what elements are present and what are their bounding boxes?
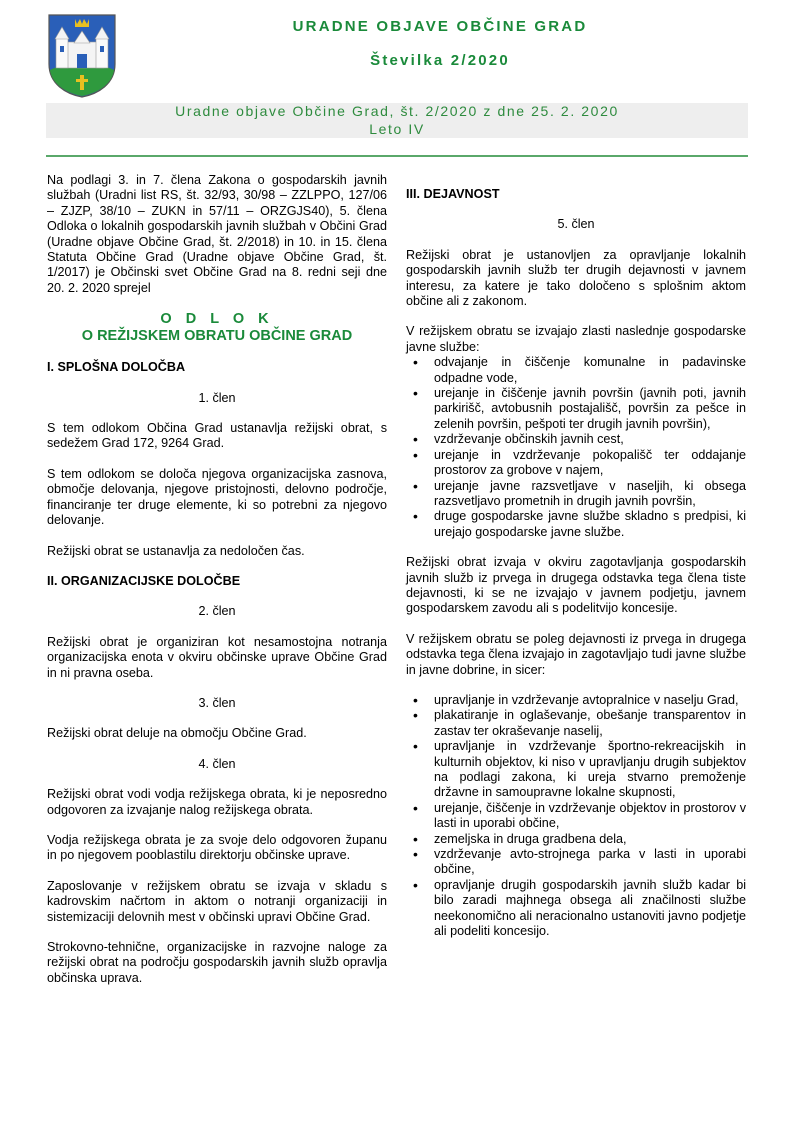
issue-number: Številka 2/2020 [370,52,510,69]
list-item: • vzdrževanje avto-strojnega parka v lasti in uporabi občine, [434,847,746,878]
additional-services-list [406,693,746,940]
list-item: • vzdrževanje občinskih javnih cest, [434,432,746,447]
article-2-label: 2. člen [198,604,236,619]
municipality-crest-logo [46,12,118,98]
list-item: • opravljanje drugih gospodarskih javnih služb kadar bi bilo zaradi majhnega obsega ali značilnosti službe neekonomično ali neracionalno ustanoviti javno podjetje ali podeliti koncesijo. [434,878,746,940]
article-1-paragraph-3: Režijski obrat se ustanavlja za nedoločen čas. [47,543,305,558]
public-services-list [406,355,746,540]
list-item: • zemeljska in druga gradbena dela, [434,832,746,847]
header-band-line2: Leto IV [46,121,748,138]
header-divider [46,155,748,157]
section-heading-2: II. ORGANIZACIJSKE DOLOČBE [47,573,241,588]
left-column [47,173,387,986]
list-item: • urejanje javne razsvetljave v naseljih, ki obsega razsvetljavo prometnih in drugih javnih površin, [434,479,746,510]
list-item: • plakatiranje in oglaševanje, obešanje transparentov in zastav ter okraševanje naselij, [434,708,746,739]
odlok-subtitle: O REŽIJSKEM OBRATU OBČINE GRAD [81,328,353,345]
list-item: • odvajanje in čiščenje komunalne in padavinske odpadne vode, [434,355,746,386]
article-5-paragraph-1: Režijski obrat je ustanovljen za opravljanje lokalnih gospodarskih javnih služb ter drugih dejavnosti v javnem interesu, za katere je tako določeno s splošnim aktom občine ali z zakonom. [406,247,746,309]
article-5-label: 5. člen [557,217,595,232]
section-heading-3: III. DEJAVNOST [406,187,500,201]
article-4-paragraph-1: Režijski obrat vodi vodja režijskega obrata, ki je neposredno odgovoren za izvajanje nalog režijskega obrata. [47,787,387,817]
list-item: • urejanje in čiščenje javnih površin (javnih poti, javnih parkirišč, avtobusnih postajališč, površin za pešce in zelenih površin, pešpoti ter drugih javnih površin), [434,386,746,432]
article-3-paragraph-1: Režijski obrat deluje na območju Občine Grad. [47,726,307,741]
article-5-paragraph-4: V režijskem obratu se poleg dejavnosti iz prvega in drugega odstavka tega člena izvajajo in zagotavljajo tudi javne službe in javne dobrine, in sicer: [406,631,746,677]
article-4-paragraph-3: Zaposlovanje v režijskem obratu se izvaja v skladu s kadrovskim načrtom in aktom o notranji organizaciji in sistemizaciji delovnih mest v občinski upravi Občine Grad. [47,878,387,924]
article-5-paragraph-2: V režijskem obratu se izvajajo zlasti naslednje gospodarske javne službe: [406,324,746,354]
article-1-paragraph-1: S tem odlokom Občina Grad ustanavlja režijski obrat, s sedežem Grad 172, 9264 Grad. [47,421,387,451]
article-1-paragraph-2: S tem odlokom se določa njegova organizacijska zasnova, območje delovanja, njegove pristojnosti, delovno področje, financiranje ter druge elemente, ki so potrebni za njegovo delovanje. [47,466,387,528]
list-item: • upravljanje in vzdrževanje avtopralnice v naselju Grad, [434,693,746,708]
article-2-paragraph-1: Režijski obrat je organiziran kot nesamostojna notranja organizacijska enota v okviru občinske uprave Občine Grad in ni pravna oseba. [47,634,387,680]
list-item: • druge gospodarske javne službe skladno s predpisi, ki urejajo gospodarske javne službe. [434,509,746,540]
odlok-title: O D L O K [160,311,274,328]
article-4-paragraph-2: Vodja režijskega obrata je za svoje delo odgovoren županu in po njegovem pooblastilu direktorju občinske uprave. [47,832,387,863]
article-1-label: 1. člen [198,390,236,405]
list-item: • urejanje, čiščenje in vzdrževanje objektov in prostorov v lasti in uporabi občine, [434,801,746,832]
article-4-paragraph-4: Strokovno-tehnične, organizacijske in razvojne naloge za režijski obrat na področju gospodarskih javnih služb opravlja občinska uprava. [47,940,387,985]
article-4-label: 4. člen [198,756,236,771]
list-item: • upravljanje in vzdrževanje športno-rekreacijskih in kulturnih objektov, ki niso v upravljanju drugih subjektov na podlagi zakona, ki ureja stvarno premoženje državne in samoupravne lokalne skupnosti, [434,739,746,801]
right-column [406,187,746,939]
article-5-paragraph-3: Režijski obrat izvaja v okviru zagotavljanja gospodarskih javnih služb iz prvega in drugega odstavka tega člena tiste dejavnosti, ki se ne izvajajo v javnem podjetju, javnem gospodarskem zavodu ali s podelitvijo koncesije. [406,555,746,616]
header-band-line1: Uradne objave Občine Grad, št. 2/2020 z dne 25. 2. 2020 [46,103,748,121]
preamble: Na podlagi 3. in 7. člena Zakona o gospodarskih javnih službah (Uradni list RS, št. 32/93, 30/98 – ZZLPPO, 127/06 – ZJZP, 38/10 – ZUKN in 57/11 – ORZGJS40), 5. člena Odloka o lokalnih gospodarskih javnih službah v Občini Grad (Uradne objave Občine Grad, št. 2/2018) in 10. in 15. člena Statuta Občine Grad (Uradne objave Občine Grad, št. 1/2017) je Občinski svet Občine Grad na 8. redni seji dne 20. 2. 2020 sprejel [47,173,387,295]
section-heading-1: I. SPLOŠNA DOLOČBA [47,360,186,375]
publication-title: URADNE OBJAVE OBČINE GRAD [292,18,588,35]
article-3-label: 3. člen [198,695,236,710]
list-item: • urejanje in vzdrževanje pokopališč ter oddajanje prostorov za grobove v najem, [434,448,746,479]
